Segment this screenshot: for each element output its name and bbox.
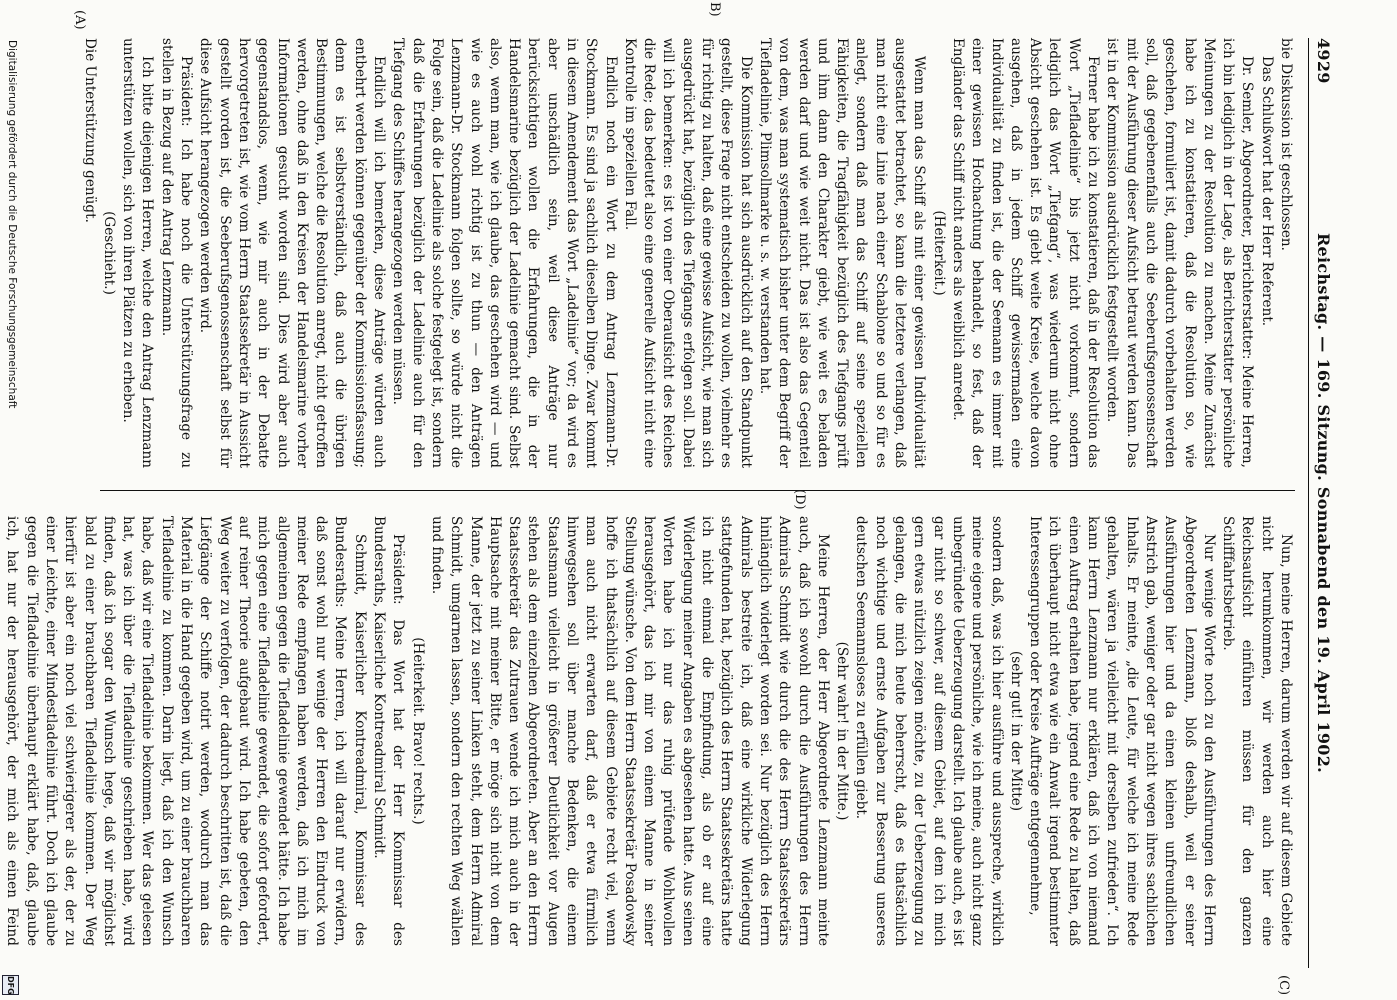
interjection: (sehr gut! in der Mitte)	[1007, 650, 1024, 812]
interjection: (Sehr wahr! in der Mitte.)	[834, 641, 851, 821]
paragraph: Die Unterstützung genügt.	[81, 38, 98, 223]
paragraph: Meine Herren, der Herr Abgeordnete Lenzmann meinte auch, daß ich sowohl durch die Ausführungen des Herrn Admirals Schmidt wie durch die des Herrn Staatssekretärs hinlänglich widerlegt worden sei. Nur bezüglich des Herrn Admirals bestreite ich, daß eine wirkliche Widerlegung stattgefunden hat, bezüglich des Herrn Staatssekretärs hatte ich nicht einmal die Empfindung, als ob er auf eine Widerlegung meiner Angaben es abgesehen hatte. Aus seinen Worten habe ich nur das ruhig prüfende Wohlwollen herausgehört, das ich mir von einem Manne in seiner Stellung wünsche. Von dem Herrn Staatssekretär Posadowsky hoffe ich thatsächlich auf diesem Gebiete recht viel, wenn man auch nicht erwarten darf, daß er etwa fürmlich hinwegsehen soll über manche Bedenken, die einem Staatsmann vielleicht in größerer Deutlichkeit vor Augen stehen als dem einzelnen Abgeordneten. Aber an den Herrn Staatssekretär das Zutrauen wende ich mich auch in der Hauptsache mit meiner Bitte, er möge sich nicht von dem Manne, der jetzt zu seiner Linken steht, dem Herrn Admiral Schmidt, umgarnen lassen, sondern den rechten Weg wählen und finden.	[428, 516, 831, 946]
left-column	[70, 38, 1295, 468]
paragraph: Schmidt, Kaiserlicher Kontreadmiral, Kommissar des Bundesraths: Meine Herren, ich will darauf nur erwidern, daß sonst wohl nur wenige der Herren den Eindruck von meiner Rede empfangen haben werden, daß ich mich im allgemeinen gegen die Tiefladelinie gewendet hätte. Ich habe mich gegen eine Tiefladelinie gewendet, die sofort gefordert, auf reiner Theorie aufgebaut wird. Ich habe gebeten, den Weg weiter zu verfolgen, der dadurch beschritten ist, daß die Liefgänge der Schiffe notirt werden, wodurch man das Material in die Hand gegeben wird, um zu einer brauchbaren Tiefladelinie zu kommen. Darin liegt, daß ich den Wunsch habe, daß wir eine Tiefladelinie bekommen. Wer das gelesen hat, was ich über die Tiefladelinie geschrieben habe, wird finden, daß ich sogar den Wunsch hege, daß wir möglichst bald zu einer brauchbaren Tiefladelinie kommen. Der Weg hierfür ist aber ein noch viel schwierigerer als der, der zu einer Leichte, einer Mindestladelinie führt. Doch ich glaube gegen die Tiefladelinie überhaupt erklärt habe, daß, glaube ich, hat nur der herausgehört, der mich als einen Feind	[4, 516, 368, 946]
paragraph: Endlich will ich bemerken, diese Anträge würden auch entbehrt werden können gegenüber der Kommissionsfassung; denn es ist selbstverständlich, daß auch die übrigen Bestimmungen, welche die Resolution anregt, nicht getroffen werden, ohne daß in den Kreisen der Handelsmarine vorher Informationen gesucht worden sind. Dies wird aber auch gegenstandslos, wenn, wie mir auch in der Debatte hervorgetreten ist, wie vom Herrn Staatssekretär in Aussicht gestellt worden ist, die Seeberufsgenossenschaft selbst für diese Aufsicht herangezogen werden wird.	[197, 38, 388, 468]
margin-marker-a: (A)	[72, 10, 87, 30]
margin-marker-d: (D)	[792, 489, 807, 510]
paragraph: Ferner habe ich zu konstatieren, daß in der Resolution das Wort „Tiefladelinie“ bis jetzt nicht vorkommt, sondern lediglich das Wort „Tiefgang“, was wiederum nicht ohne Absicht geschehen ist. Es giebt weite Kreise, welche davon ausgehen, daß in jedem Schiff gewissermaßen eine Individualität zu finden ist, die der Seemann es immer mit einer gewissen Hochachtung behandelt, so fest, daß der Engländer das Schiff nicht anders als weiblich anredet.	[949, 38, 1102, 468]
paragraph: Wenn man das Schiff als mit einer gewissen Individualität ausgestattet betrachtet, so kann die letztere verlangen, daß man nicht eine Linie nach einer Schablone so und so für es anlegt, sondern daß man das Schiff auf seine speziellen Fähigkeiten, die Tragfähigkeit bezüglich des Tiefgangs prüft und ihm dann den Charakter giebt, wie weit es beladen werden darf und wie weit nicht. Das ist also das Gegenteil von dem, was man systematisch bisher unter dem Begriff der Tiefladelinie, Plimsollmarke u. s. w. verstanden hat.	[756, 38, 928, 468]
paragraph: Die Kommission hat sich ausdrücklich auf den Standpunkt gestellt, diese Frage nicht entscheiden zu wollen, vielmehr es für richtig zu halten, daß eine gewisse Aufsicht, wie man sich ausgedrückt hat, bezüglich des Tiefgangs erfolgen soll. Dabei will ich bemerken: es ist von einer Oberaufsicht des Reiches die Rede; das bedeutet also eine generelle Aufsicht nicht eine Kontrolle im speziellen Fall.	[621, 38, 754, 468]
paragraph: Präsident: Ich habe noch die Unterstützungsfrage zu stellen in Bezug auf den Antrag Lenzmann.	[158, 38, 195, 468]
paragraph: Endlich noch ein Wort zu dem Antrag Lenzmann-Dr. Stockmann. Es sind ja sachlich dieselben Dinge. Zwar kommt in diesem Amendement das Wort „Ladelinie“ vor; da wird es aber unschädlich sein, weil diese Anträge nur berücksichtigen wollen die Erfahrungen, die in der Handelsmarine bezüglich der Ladelinie gemacht sind. Selbst also, wenn man, wie ich glaube, das geschehen wird — und wie es auch wohl richtig ist zu thun — den Anträgen Lenzmann-Dr. Stockmann folgen sollte, so würde nicht die Folge sein, daß die Ladelinie als solche festgelegt ist, sondern daß die Erfahrungen bezüglich der Ladelinie auch für den Tiefgang des Schiffes herangezogen werden müssen.	[390, 38, 619, 468]
page-footer	[2, 0, 20, 1000]
right-column	[4, 516, 1295, 946]
paragraph: Das Schlußwort hat der Herr Referent.	[1258, 56, 1275, 327]
page-number: 4929	[1314, 38, 1333, 84]
paragraph: Nur wenige Worte noch zu den Ausführungen des Herrn Abgeordneten Lenzmann, bloß deshalb, weil er seiner Ausführungen hier und da einen kleinen unfreundlichen Anstrich gab, weniger oder gar nicht wegen ihres sachlichen Inhalts. Er meinte, „die Leute, für welche ich meine Rede gehalten, wären ja vielleicht mit derselben zufrieden“. Ich kann Herrn Lenzmann nur erklären, daß ich von niemand einen Auftrag erhalten habe, irgend eine Rede zu halten, daß ich überhaupt nicht etwa wie ein Anwalt irgend bestimmter Interessengruppen oder Kreise Aufträge entgegennehme,	[1027, 516, 1217, 946]
page-title: Reichstag. — 169. Sitzung. Sonnabend den 19. April 1902.	[1314, 232, 1333, 774]
footer-credit: Digitalisierung gefördert durch die Deutsche Forschungsgemeinschaft	[6, 40, 18, 409]
margin-marker-b: B)	[707, 2, 722, 17]
paragraph: Präsident: Das Wort hat der Herr Kommissar des Bundesraths, Kaiserliche Kontreadmiral Schmidt.	[371, 516, 407, 946]
dfg-logo: DFG	[2, 975, 19, 995]
page-header	[1308, 38, 1335, 968]
paragraph: Ich bitte diejenigen Herren, welche den Antrag Lenzmann unterstützen wollen, sich von ihren Plätzen zu erheben.	[120, 38, 156, 468]
paragraph: bie Diskussion ist geschlossen.	[1278, 38, 1294, 251]
column-divider	[100, 490, 1295, 491]
paragraph: Dr. Semler, Abgeordneter, Berichterstatter: Meine Herren, ich bin lediglich in der Lage, als Berichterstatter persönliche Meinungen zu der Resolution zu machen. Meine Zunächst habe ich zu konstatieren, daß die Resolution so, wie geschehen, formuliert ist, damit dadurch vorbehalten werden soll, daß gegebenenfalls auch die Seeberufsgenossenschaft mit der Ausführung dieser Aufsicht betraut werden kann. Das ist in der Kommission ausdrücklich festgestellt worden.	[1104, 38, 1256, 468]
interjection: (Geschieht.)	[100, 211, 117, 295]
paragraph: Nun, meine Herren, darum werden wir auf diesem Gebiete nicht herumkommen, wir werden auch hier eine Reichsaufsicht einführen müssen für den ganzen Schifffahrtsbetrieb.	[1220, 516, 1294, 946]
margin-marker-c: (C)	[1276, 975, 1291, 996]
interjection: (Heiterkeit.)	[930, 210, 947, 296]
paragraph: sondern daß, was ich hier ausführe und ausspreche, wirklich meine eigene und persönliche, wie ich meine, auch nicht ganz unbegründete Ueberzeugung darstellt. Ich glaube auch, es ist gar nicht so schwer, auf diesem Gebiet, auf dem ich mich gern etwas nützlich zeigen möchte, zu der Ueberzeugung zu gelangen, die mich heute beherrscht, daß es thatsächlich noch wichtige und ernste Aufgaben zur Besserung unseres deutschen Seemannsloses zu erfüllen giebt.	[853, 516, 1005, 946]
interjection: (Heiterkeit. Bravo! rechts.)	[409, 637, 426, 825]
